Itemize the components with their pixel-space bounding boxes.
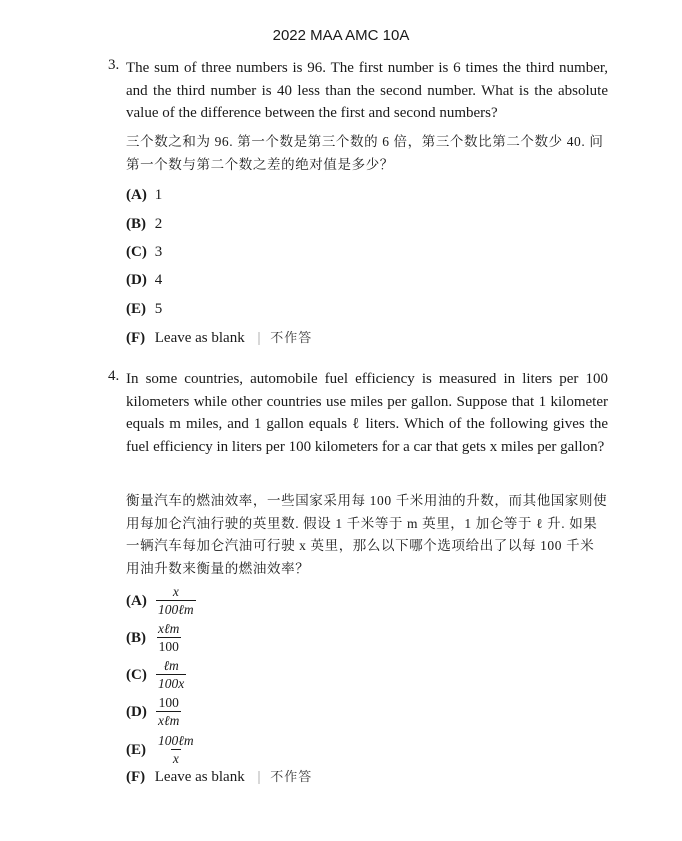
separator: | (257, 769, 261, 785)
choice-value: 4 (154, 272, 163, 288)
problem-text-chinese: 衡量汽车的燃油效率，一些国家采用每 100 千米用油的升数，而其他国家则使用每加仑汽油行驶的英里数. 假设 1 千米等于 m 英里，1 加仑等于 ℓ 升. 如果一辆汽车每加仑汽油可行驶 x 英里，那么以下哪个选项给出了以每 100 千米用油升数来衡量的燃油效率？ (126, 493, 608, 576)
choice-a[interactable] (126, 583, 246, 623)
choice-label: (A) (126, 187, 147, 203)
fraction (156, 657, 186, 692)
choice-f-leave-blank[interactable] (126, 328, 312, 348)
choice-label: (D) (126, 704, 147, 720)
denominator: 100x (158, 676, 185, 691)
choice-value: 1 (154, 187, 163, 203)
choice-value: 3 (154, 244, 163, 260)
choice-f-leave-blank[interactable] (126, 767, 312, 787)
choice-label: (F) (126, 330, 146, 346)
numerator: ℓm (163, 658, 179, 673)
problem-number: 4. (108, 368, 120, 384)
choice-label: (E) (126, 742, 146, 758)
fraction (156, 732, 196, 767)
choice-label: (C) (126, 244, 147, 260)
choice-value: Leave as blank (154, 330, 245, 346)
denominator: 100 (158, 639, 179, 654)
choice-value: 5 (154, 301, 163, 317)
denominator: xℓm (158, 713, 180, 728)
choice-value: Leave as blank (154, 769, 245, 785)
problem-text-english: In some countries, automobile fuel efficiency is measured in liters per 100 kilometers while other countries use miles per gallon. Suppose that 1 kilometer equals m miles, and 1 gallon equals ℓ liters. Which of the following gives the fuel efficiency in liters per 100 kilometers for a car that gets x miles per gallon? (126, 371, 608, 455)
choice-b[interactable] (126, 620, 246, 660)
choice-b[interactable] (126, 214, 162, 234)
choice-value-chinese: 不作答 (270, 330, 313, 345)
choice-label: (C) (126, 667, 147, 683)
choice-label: (F) (126, 769, 146, 785)
choice-value-chinese: 不作答 (270, 769, 313, 784)
numerator: 100 (158, 695, 179, 710)
choice-value: 2 (154, 216, 163, 232)
choice-label: (B) (126, 630, 146, 646)
choice-e[interactable] (126, 732, 246, 772)
separator: | (257, 330, 261, 346)
choice-d[interactable] (126, 694, 246, 734)
choice-label: (D) (126, 272, 147, 288)
fraction (156, 694, 181, 729)
page-title: 2022 MAA AMC 10A (272, 27, 410, 44)
choice-a[interactable] (126, 185, 162, 205)
choice-c[interactable] (126, 242, 162, 262)
choice-label: (B) (126, 216, 146, 232)
fraction (156, 620, 181, 655)
numerator: 100ℓm (158, 733, 194, 748)
problem-text-chinese: 三个数之和为 96. 第一个数是第三个数的 6 倍，第三个数比第二个数少 40. 问第一个数与第二个数之差的绝对值是多少？ (126, 134, 604, 172)
choice-label: (E) (126, 301, 146, 317)
problem-number: 3. (108, 57, 120, 73)
numerator: x (172, 584, 179, 599)
denominator: 100ℓm (158, 602, 194, 617)
choice-label: (A) (126, 593, 147, 609)
choice-e[interactable] (126, 299, 162, 319)
denominator: x (172, 751, 179, 766)
numerator: xℓm (158, 621, 180, 636)
choice-d[interactable] (126, 270, 162, 290)
problem-text-english: The sum of three numbers is 96. The first number is 6 times the third number, and the third number is 40 less than the second number. What is the absolute value of the difference between the first and second numbers? (126, 60, 608, 122)
choice-c[interactable] (126, 657, 246, 697)
fraction (156, 583, 196, 618)
